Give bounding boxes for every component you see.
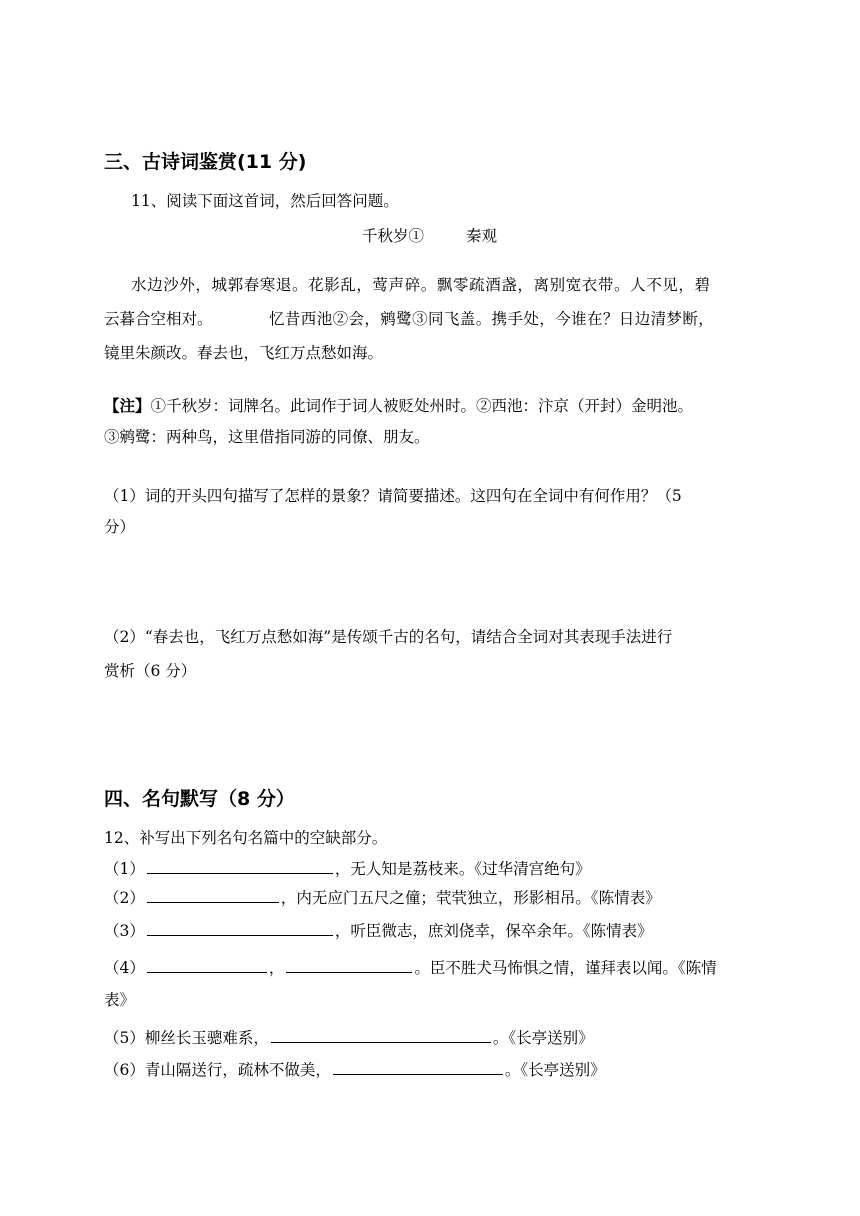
fill-item-4 <box>104 956 717 978</box>
item-text: ， <box>268 959 285 977</box>
answer-blank[interactable] <box>147 886 279 903</box>
poem-line: 忆昔西池②会，鹓鹭③同飞盖。携手处，今谁在？日边清梦断， <box>269 310 715 328</box>
note-line-1: ①千秋岁：词牌名。此词作于词人被贬处州时。②西池：汴京（开封）金明池。 <box>150 397 694 415</box>
subquestion-2: （2）“春去也，飞红万点愁如海”是传颂千古的名句，请结合全词对其表现手法进行 <box>104 628 673 646</box>
poem-line: 水边沙外，城郭春寒退。花影乱，莺声碎。飘零疏酒盏，离别宽衣带。人不见，碧 <box>131 276 711 294</box>
item-text: 。《长亭送别》 <box>504 1061 606 1079</box>
item-text: 青山隔送行，疏林不做美， <box>144 1061 331 1079</box>
poem-title: 千秋岁① <box>362 227 425 245</box>
fill-item-5 <box>104 1026 594 1048</box>
fill-item-2 <box>104 886 661 908</box>
note-mark: 【注】 <box>104 397 151 415</box>
item-number: （2） <box>104 889 145 907</box>
item-text: ，无人知是荔枝来。《过华清宫绝句》 <box>334 860 591 878</box>
answer-blank[interactable] <box>147 919 333 936</box>
item-text: 。臣不胜犬马怖惧之情，谨拜表以闻。《陈情 <box>414 959 717 977</box>
question-12-prompt: 12、补写出下列名句名篇中的空缺部分。 <box>104 829 388 847</box>
subquestion-1: （1）词的开头四句描写了怎样的景象？请简要描述。这四句在全词中有何作用？（5 <box>104 487 682 505</box>
fill-item-4-wrap: 表》 <box>104 991 136 1009</box>
poem-line: 镜里朱颜改。春去也，飞红万点愁如海。 <box>104 344 384 362</box>
subquestion-2-cont: 赏析（6 分） <box>104 662 197 680</box>
item-text: 柳丝长玉骢难系， <box>144 1029 269 1047</box>
question-11-prompt: 11、阅读下面这首词，然后回答问题。 <box>131 192 399 210</box>
item-number: （3） <box>104 922 145 940</box>
item-text: 。《长亭送别》 <box>492 1029 594 1047</box>
item-number: （4） <box>104 959 145 977</box>
item-text: ，内无应门五尺之僮；茕茕独立，形影相吊。《陈情表》 <box>280 889 661 907</box>
fill-item-6 <box>104 1058 606 1080</box>
answer-blank[interactable] <box>147 857 333 874</box>
item-number: （6） <box>104 1061 145 1079</box>
section-3-title: 三、古诗词鉴赏(11 分) <box>104 151 307 173</box>
fill-item-1 <box>104 857 591 879</box>
subquestion-1-cont: 分） <box>104 518 136 536</box>
item-number: （5） <box>104 1029 145 1047</box>
poem-note <box>104 394 693 416</box>
section-4-title: 四、名句默写（8 分） <box>104 788 295 810</box>
answer-blank[interactable] <box>286 956 412 973</box>
item-text: ，听臣微志，庶刘侥幸，保卒余年。《陈情表》 <box>334 922 653 940</box>
poem-author: 秦观 <box>466 227 498 245</box>
item-number: （1） <box>104 860 145 878</box>
answer-blank[interactable] <box>333 1058 503 1075</box>
answer-blank[interactable] <box>147 956 267 973</box>
poem-line: 云暮合空相对。 <box>104 310 213 328</box>
note-line-2: ③鹓鹭：两种鸟，这里借指同游的同僚、朋友。 <box>104 428 430 446</box>
answer-blank[interactable] <box>271 1026 491 1043</box>
fill-item-3 <box>104 919 653 941</box>
